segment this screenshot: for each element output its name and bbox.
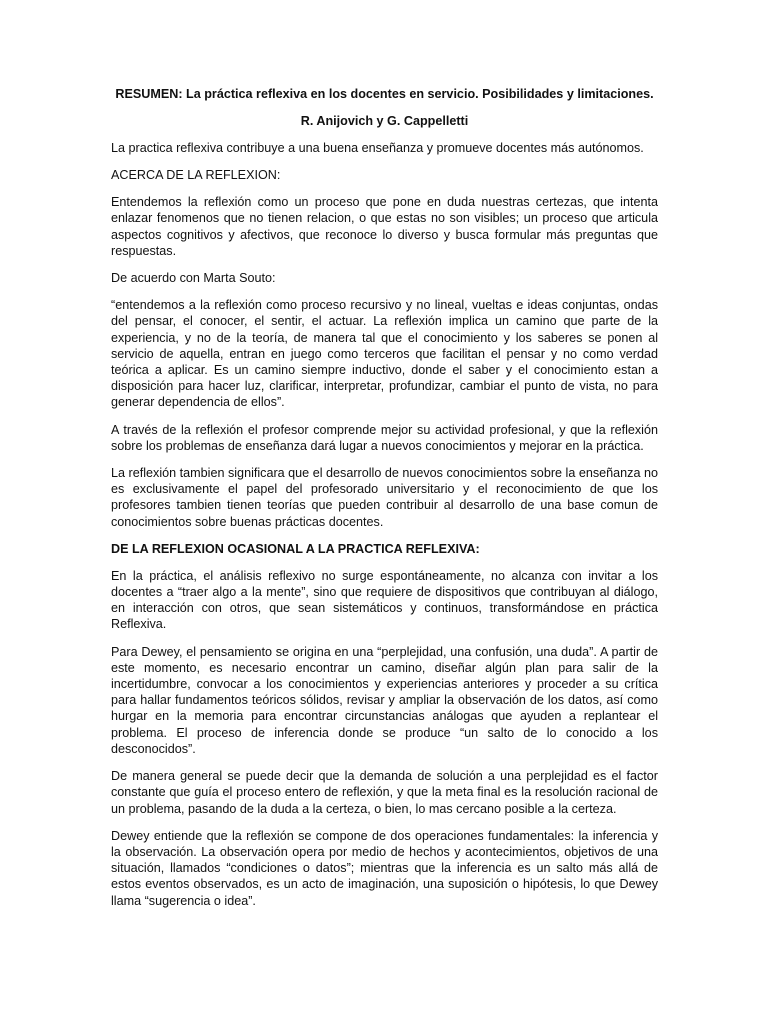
paragraph-9: Dewey entiende que la reflexión se compone de dos operaciones fundamentales: la inferencia y la observación. La observación opera por medio de hechos y acontecimientos, objetivos de una situación, llamados “condiciones o datos”; mientras que la inferencia es un salto más allá de estos eventos observados, es un acto de imaginación, una suposición o hipótesis, lo que Dewey llama “sugerencia o idea”. [111, 828, 658, 908]
paragraph-3-quote: “entendemos a la reflexión como proceso recursivo y no lineal, vueltas e ideas conjuntas, ondas del pensar, el conocer, el sentir, el actuar. La reflexión implica un camino que parte de la experiencia, y no de la teoría, de manera tal que el conocimiento y los saberes se ponen al servicio de aquella, entran en juego como terceros que facilitan el pensar y no como verdad teórica a aplicar. Es un camino siempre inductivo, donde el saber y el conocimiento estan a disposición para hacer luz, clarificar, interpretar, profundizar, cambiar el punto de vista, no para generar dependencia de ellos”. [111, 298, 658, 410]
paragraph-2: De acuerdo con Marta Souto: [111, 271, 276, 286]
paragraph-4: A través de la reflexión el profesor comprende mejor su actividad profesional, y que la reflexión sobre los problemas de enseñanza dará lugar a nuevos conocimientos y mejorar en la práctica. [111, 422, 658, 453]
paragraph-6: En la práctica, el análisis reflexivo no surge espontáneamente, no alcanza con invitar a los docentes a “traer algo a la mente”, sino que requiere de dispositivos que contribuyan al diálogo, en interacción con otros, que sean sistemáticos y continuos, transformándose en práctica Reflexiva. [111, 568, 658, 632]
paragraph-5: La reflexión tambien significara que el desarrollo de nuevos conocimientos sobre la enseñanza no es exclusivamente el papel del profesorado universitario y el reconocimiento de que los profesores tambien tienen teorías que pueden contribuir al desarrollo de una base comun de conocimientos sobre buenas prácticas docentes. [111, 466, 658, 529]
document-title: RESUMEN: La práctica reflexiva en los docentes en servicio. Posibilidades y limitaciones. [115, 87, 654, 101]
section-heading-acerca: ACERCA DE LA REFLEXION: [111, 168, 281, 183]
intro-paragraph: La practica reflexiva contribuye a una buena enseñanza y promueve docentes más autónomos. [111, 141, 644, 155]
paragraph-8: De manera general se puede decir que la demanda de solución a una perplejidad es el factor constante que guía el proceso entero de reflexión, y que la meta final es la resolución racional de un problema, pasando de la duda a la certeza, o bien, lo mas cercano posible a la certeza. [111, 769, 658, 816]
section-heading-practica: DE LA REFLEXION OCASIONAL A LA PRACTICA REFLEXIVA: [111, 541, 480, 556]
document-authors: R. Anijovich y G. Cappelletti [300, 114, 469, 128]
paragraph-7: Para Dewey, el pensamiento se origina en una “perplejidad, una confusión, una duda”. A partir de este momento, es necesario encontrar un camino, diseñar algún plan para salir de la incertidumbre, convocar a los conocimientos y experiencias anteriores y proceder a su crítica para hallar fundamentos teóricos sólidos, revisar y ampliar la observación de los datos, así como hurgar en la memoria para encontrar circunstancias análogas que ayuden a replantear el problema. El proceso de inferencia donde se produce “un salto de lo conocido a los desconocidos”. [111, 644, 658, 756]
paragraph-1: Entendemos la reflexión como un proceso que pone en duda nuestras certezas, que intenta enlazar fenomenos que no tienen relacion, o que estas no son visibles; un proceso que articula aspectos cognitivos y afectivos, que reconoce lo diverso y busca formular más preguntas que respuestas. [111, 195, 658, 258]
